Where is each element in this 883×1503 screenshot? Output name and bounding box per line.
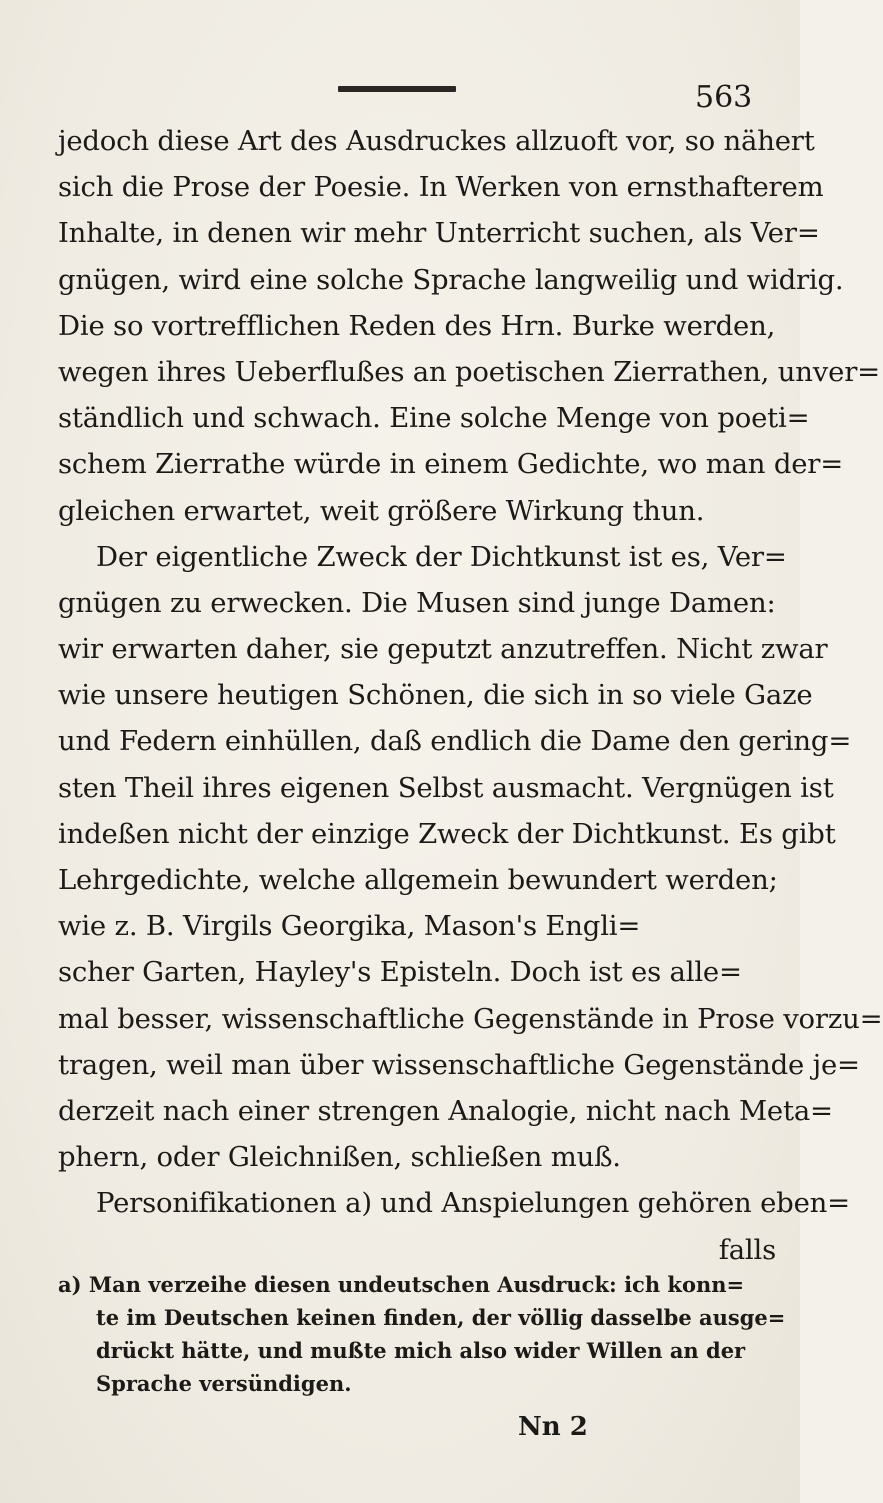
main-text	[58, 118, 883, 1273]
text-line: gnügen zu erwecken. Die Musen sind junge Damen:	[58, 586, 776, 619]
text-line: wegen ihres Ueberflußes an poetischen Zierrathen, unver=	[58, 355, 880, 388]
text-line: Personifikationen a) und Anspielungen gehören eben=	[96, 1187, 850, 1220]
text-line: Inhalte, in denen wir mehr Unterricht suchen, als Ver=	[58, 217, 820, 250]
page-number: 563	[695, 80, 753, 115]
text-line: jedoch diese Art des Ausdruckes allzuoft vor, so nähert	[58, 125, 815, 157]
text-line: Lehrgedichte, welche allgemein bewundert werden;	[58, 864, 778, 896]
text-line: indeßen nicht der einzige Zweck der Dichtkunst. Es gibt	[58, 817, 836, 850]
text-line: phern, oder Gleichnißen, schließen muß.	[58, 1141, 621, 1174]
text-line: derzeit nach einer strengen Analogie, nicht nach Meta=	[58, 1094, 833, 1127]
text-line: Der eigentliche Zweck der Dichtkunst ist es, Ver=	[96, 540, 787, 573]
footnote-line: Sprache versündigen.	[96, 1371, 352, 1396]
text-line: scher Garten, Hayley's Episteln. Doch ist es alle=	[58, 956, 742, 989]
text-line: tragen, weil man über wissenschaftliche Gegenstände je=	[58, 1048, 860, 1081]
text-line: falls	[718, 1233, 776, 1266]
text-line: mal besser, wissenschaftliche Gegenstände in Prose vorzu=	[58, 1002, 883, 1035]
text-line: schem Zierrathe würde in einem Gedichte, wo man der=	[58, 448, 844, 481]
footnote-line: te im Deutschen keinen finden, der völlig dasselbe ausge=	[96, 1305, 786, 1330]
footnote-line: a) Man verzeihe diesen undeutschen Ausdruck: ich konn=	[58, 1272, 745, 1297]
text-line: wir erwarten daher, sie geputzt anzutreffen. Nicht zwar	[58, 633, 828, 666]
text-line: Die so vortrefflichen Reden des Hrn. Burke werden,	[58, 309, 776, 342]
catchword: Nn 2	[518, 1412, 588, 1442]
footnote-line: drückt hätte, und mußte mich also wider Willen an der	[96, 1338, 746, 1363]
text-line: und Federn einhüllen, daß endlich die Dame den gering=	[58, 725, 852, 758]
header-rule	[338, 86, 456, 92]
text-line: gleichen erwartet, weit größere Wirkung thun.	[58, 494, 705, 527]
footnote	[58, 1268, 790, 1400]
text-line: sich die Prose der Poesie. In Werken von ernsthafterem	[58, 171, 824, 204]
text-line: gnügen, wird eine solche Sprache langweilig und widrig.	[58, 263, 844, 296]
text-line: sten Theil ihres eigenen Selbst ausmacht. Vergnügen ist	[58, 771, 834, 804]
text-line: wie unsere heutigen Schönen, die sich in so viele Gaze	[58, 679, 813, 712]
text-line: ständlich und schwach. Eine solche Menge von poeti=	[58, 402, 810, 435]
text-line: wie z. B. Virgils Georgika, Mason's Engli=	[58, 910, 641, 943]
